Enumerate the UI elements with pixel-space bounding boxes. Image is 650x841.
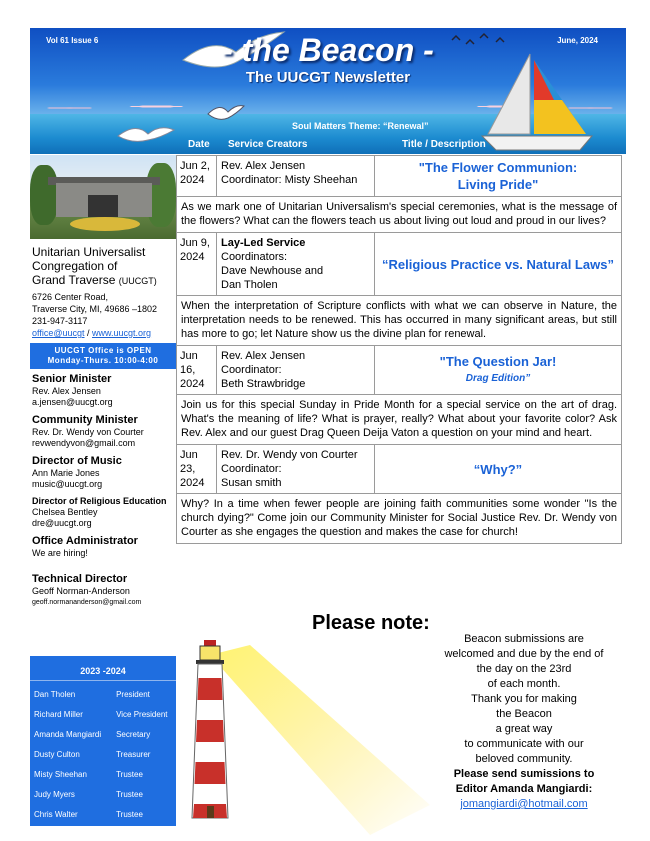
service-title: "The Flower Communion: Living Pride" xyxy=(375,156,622,197)
service-description: When the interpretation of Scripture conflicts with what we can observe in Nature, the interpretation needs to be renewed. This has occurred in many significant areas, but still has more to go; let Nature show us the divine plan for renewal. xyxy=(177,296,622,346)
staff-title: Director of Religious Education xyxy=(32,496,167,506)
board-of-trustees xyxy=(30,656,176,826)
newsletter-title: - the Beacon - xyxy=(222,32,434,68)
masthead-banner xyxy=(30,28,626,154)
service-date: Jun 16, 2024 xyxy=(177,346,217,395)
table-row: Misty Sheehan Trustee xyxy=(34,770,143,779)
newsletter-subtitle: The UUCGT Newsletter xyxy=(245,69,411,86)
office-email-link[interactable]: office@uucgt xyxy=(32,328,85,338)
service-creators: Lay-Led Service Coordinators: Dave Newhouse and Dan Tholen xyxy=(217,233,375,296)
table-row: Richard Miller Vice President xyxy=(34,710,168,719)
office-hours-box: UUCGT Office is OPEN Monday-Thurs. 10:00-4:00 xyxy=(30,343,176,369)
service-description: Join us for this special Sunday in Pride Month for a special service on the art of drag. What's the meaning of life? What is prayer, really? What about your favorite color? Ask Rev. Alex and our guest Drag Queen Deija Vaton a question on your mind and heart. xyxy=(177,395,622,445)
service-date: Jun 9, 2024 xyxy=(177,233,217,296)
service-title: “Why?” xyxy=(375,445,622,494)
staff-title: Technical Director xyxy=(32,573,128,585)
seagull-icon xyxy=(206,100,246,124)
lighthouse-icon xyxy=(186,638,234,823)
submission-note: Beacon submissions are welcomed and due by the end of the day on the 23rd of each month. Thank you for making the Beacon a great way to communicate with our beloved community. Please send sumissions to Editor Amanda Mangiardi: jomangiardi@hotmail.com xyxy=(444,633,604,810)
service-description: Why? In a time when fewer people are joining faith communities some wonder "Is the church dying?" Come join our Community Minister for Social Justice Rev. Dr. Wendy von Courter as she engages the question and makes the case for church! xyxy=(177,494,622,544)
table-row: Dan Tholen President xyxy=(34,690,150,699)
sidebar xyxy=(30,155,176,608)
board-table xyxy=(30,685,176,825)
service-schedule-table xyxy=(176,155,622,544)
editor-email-link[interactable]: jomangiardi@hotmail.com xyxy=(460,798,588,810)
table-row xyxy=(177,156,622,197)
column-header-title: Title / Description xyxy=(402,139,486,150)
org-address: 6726 Center Road, Traverse City, MI, 49686 –1802 231-947-3117 office@uucgt / www.uucgt.org xyxy=(30,291,176,339)
table-row: Chris Walter Trustee xyxy=(34,810,143,819)
seagull-icon xyxy=(116,120,176,146)
staff-title: Director of Music xyxy=(32,455,122,467)
please-note-heading: Please note: xyxy=(312,612,430,634)
table-row xyxy=(177,395,622,445)
service-title: “Religious Practice vs. Natural Laws” xyxy=(375,233,622,296)
service-creators: Rev. Alex Jensen Coordinator: Misty Sheehan xyxy=(217,156,375,197)
table-row xyxy=(177,296,622,346)
service-description: As we mark one of Unitarian Universalism's special ceremonies, what is the message of the flowers? What can the flowers teach us about living out loud and proud in our lives? xyxy=(177,197,622,233)
org-name: Unitarian Universalist Congregation of Grand Traverse (UUCGT) xyxy=(32,245,157,287)
issue-date: June, 2024 xyxy=(557,36,598,45)
light-beam-decoration xyxy=(210,645,430,835)
website-link[interactable]: www.uucgt.org xyxy=(92,328,152,338)
staff-title: Senior Minister xyxy=(32,373,112,385)
volume-issue: Vol 61 Issue 6 xyxy=(46,36,99,45)
church-building-photo xyxy=(30,155,176,239)
column-header-date: Date xyxy=(188,139,210,150)
service-creators: Rev. Alex Jensen Coordinator: Beth Strawbridge xyxy=(217,346,375,395)
table-row: Judy Myers Trustee xyxy=(34,790,143,799)
service-date: Jun 23, 2024 xyxy=(177,445,217,494)
service-date: Jun 2, 2024 xyxy=(177,156,217,197)
column-header-creators: Service Creators xyxy=(228,139,308,150)
staff-title: Community Minister xyxy=(32,414,138,426)
table-row xyxy=(177,197,622,233)
staff-list: Senior Minister Rev. Alex Jensen a.jensen@uucgt.org Community Minister Rev. Dr. Wendy von Courter revwendyvon@gmail.com Director of Music Ann Marie Jones music@uucgt.org Director of Religious Education Chelsea Bentley dre@uucgt.org Office Administrator We are hiring! Technical Director Geoff Norman-Anderson geoff.normananderson@gmail.com xyxy=(30,373,176,608)
table-row xyxy=(177,445,622,494)
table-row: Dusty Culton Treasurer xyxy=(34,750,151,759)
table-row xyxy=(177,494,622,544)
board-heading: 2023 -2024 xyxy=(30,656,176,681)
table-row xyxy=(177,346,622,395)
service-creators: Rev. Dr. Wendy von Courter Coordinator: Susan smith xyxy=(217,445,375,494)
theme-line: Soul Matters Theme: “Renewal” xyxy=(292,121,429,131)
service-title: "The Question Jar! Drag Edition” xyxy=(375,346,622,395)
table-row: Amanda Mangiardi Secretary xyxy=(34,730,151,739)
org-phone: 231-947-3117 xyxy=(32,316,88,326)
staff-title: Office Administrator xyxy=(32,535,138,547)
table-row xyxy=(177,233,622,296)
